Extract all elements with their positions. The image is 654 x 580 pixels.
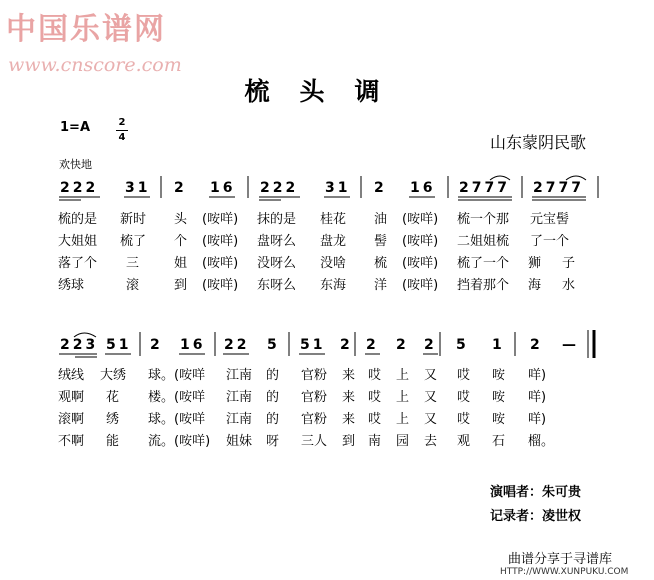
footer-url[interactable]: HTTP://WWW.XUNPUKU.COM bbox=[500, 567, 629, 577]
recorder-credit: 记录者：凌世权 bbox=[490, 509, 582, 524]
lyric-syllable: 桂花 bbox=[320, 212, 347, 227]
lyric-syllable: 大绣 bbox=[100, 368, 127, 383]
time-signature-top: 2 bbox=[118, 117, 126, 128]
lyric-syllable: 抹的是 bbox=[257, 212, 297, 227]
tempo-marking: 欢快地 bbox=[59, 158, 92, 171]
lyric-syllable: 咹 bbox=[492, 390, 506, 405]
lyric-syllable: 的 bbox=[266, 412, 280, 427]
lyric-syllable: 二姐姐梳 bbox=[457, 234, 510, 249]
note-group: 2 bbox=[150, 337, 163, 353]
lyric-syllable: 楼。(咹咩 bbox=[148, 390, 206, 405]
lyric-syllable: 咩) bbox=[528, 390, 547, 405]
lyric-syllable: 东呀么 bbox=[257, 278, 297, 293]
lyric-syllable: 又 bbox=[424, 390, 438, 405]
tie bbox=[74, 333, 96, 337]
lyric-syllable: 姐妹 bbox=[226, 434, 253, 449]
lyric-syllable: 石 bbox=[492, 434, 506, 449]
note-group: 2 bbox=[396, 337, 409, 353]
watermark-url: www.cnscore.com bbox=[8, 54, 182, 76]
lyric-syllable: 流。(咹咩) bbox=[148, 434, 211, 449]
lyric-syllable: 到 bbox=[174, 278, 188, 293]
lyric-syllable: 又 bbox=[424, 412, 438, 427]
song-title: 梳头调 bbox=[244, 77, 410, 106]
lyric-syllable: 来 bbox=[342, 368, 356, 383]
lyric-syllable: 哎 bbox=[457, 412, 471, 427]
note-group: 16 bbox=[180, 337, 206, 353]
song-origin: 山东蒙阴民歌 bbox=[490, 133, 587, 152]
tie bbox=[566, 176, 586, 180]
note-group: 2 bbox=[366, 337, 379, 353]
lyric-syllable: 滚啊 bbox=[58, 412, 85, 427]
lyric-syllable: 江南 bbox=[226, 390, 253, 405]
lyric-syllable: 梳一个那 bbox=[457, 212, 510, 227]
lyric-syllable: 呀 bbox=[266, 434, 280, 449]
note-group: 222 bbox=[60, 180, 99, 196]
lyric-syllable: 哎 bbox=[368, 390, 382, 405]
lyric-syllable: (咹咩) bbox=[202, 278, 239, 293]
note-group: 2 bbox=[174, 180, 187, 196]
lyric-syllable: 绣 bbox=[106, 412, 120, 427]
note-group: — bbox=[562, 337, 579, 353]
lyric-syllable: 洋 bbox=[374, 278, 388, 293]
note-group: 51 bbox=[106, 337, 132, 353]
lyric-syllable: (咹咩) bbox=[402, 212, 439, 227]
lyric-syllable: 到 bbox=[342, 434, 356, 449]
lyric-syllable: 东海 bbox=[320, 278, 347, 293]
lyric-syllable: 来 bbox=[342, 412, 356, 427]
lyric-syllable: 园 bbox=[396, 434, 410, 449]
lyric-syllable: 髻 bbox=[374, 234, 388, 249]
lyric-syllable: 上 bbox=[396, 412, 410, 427]
lyric-syllable: 三 bbox=[126, 256, 140, 271]
lyric-syllable: 梳的是 bbox=[58, 212, 98, 227]
lyric-syllable: 新时 bbox=[120, 212, 147, 227]
lyric-syllable: 头 bbox=[174, 212, 188, 227]
lyric-syllable: 咩) bbox=[528, 368, 547, 383]
lyric-syllable: 绣球 bbox=[58, 278, 85, 293]
lyric-syllable: 官粉 bbox=[301, 390, 328, 405]
note-group: 31 bbox=[325, 180, 351, 196]
lyric-syllable: 又 bbox=[424, 368, 438, 383]
lyric-syllable: 盘呀么 bbox=[257, 234, 297, 249]
lyric-syllable: 球。(咹咩 bbox=[148, 412, 206, 427]
lyric-syllable: 滚 bbox=[126, 278, 140, 293]
time-signature-bottom: 4 bbox=[118, 132, 126, 143]
lyric-syllable: 观啊 bbox=[58, 390, 85, 405]
lyric-syllable: 球。(咹咩 bbox=[148, 368, 206, 383]
lyric-syllable: 哎 bbox=[457, 368, 471, 383]
lyric-syllable: 个 bbox=[174, 234, 188, 249]
lyric-syllable: (咹咩) bbox=[402, 278, 439, 293]
note-group: 2 bbox=[424, 337, 437, 353]
lyric-syllable: 姐 bbox=[174, 256, 188, 271]
lyric-syllable: 南 bbox=[368, 434, 382, 449]
lyric-syllable: 咹 bbox=[492, 412, 506, 427]
note-group: 5 bbox=[456, 337, 469, 353]
lyric-syllable: 能 bbox=[106, 434, 120, 449]
lyric-syllable: 绒线 bbox=[58, 368, 85, 383]
lyric-syllable: 子 bbox=[562, 256, 576, 271]
note-group: 1 bbox=[492, 337, 505, 353]
note-group: 16 bbox=[410, 180, 436, 196]
lyric-syllable: 梳 bbox=[374, 256, 388, 271]
lyric-syllable: (咹咩) bbox=[402, 256, 439, 271]
lyric-syllable: 官粉 bbox=[301, 368, 328, 383]
note-group: 31 bbox=[125, 180, 151, 196]
footer-text: 曲谱分享于寻谱库 bbox=[508, 552, 613, 567]
lyric-syllable: (咹咩) bbox=[202, 256, 239, 271]
lyric-syllable: 的 bbox=[266, 368, 280, 383]
lyric-syllable: (咹咩) bbox=[202, 212, 239, 227]
note-group: 2 bbox=[374, 180, 387, 196]
lyric-syllable: 榴。 bbox=[528, 434, 555, 449]
lyric-syllable: 盘龙 bbox=[320, 234, 347, 249]
note-group: 22 bbox=[224, 337, 250, 353]
note-group: 222 bbox=[260, 180, 299, 196]
lyric-syllable: 海 bbox=[528, 278, 542, 293]
lyric-syllable: 落了个 bbox=[58, 256, 98, 271]
singer-credit: 演唱者：朱可贵 bbox=[490, 485, 582, 500]
lyric-syllable: 没呀么 bbox=[257, 256, 297, 271]
lyric-syllable: 狮 bbox=[528, 256, 542, 271]
lyric-syllable: 去 bbox=[424, 434, 438, 449]
lyric-syllable: 上 bbox=[396, 390, 410, 405]
lyric-syllable: 上 bbox=[396, 368, 410, 383]
lyric-syllable: 哎 bbox=[457, 390, 471, 405]
lyric-syllable: 油 bbox=[374, 212, 388, 227]
note-group: 223 bbox=[60, 337, 99, 353]
note-group: 51 bbox=[300, 337, 326, 353]
lyric-syllable: 花 bbox=[106, 390, 120, 405]
lyric-syllable: 梳了 bbox=[120, 234, 147, 249]
lyric-syllable: (咹咩) bbox=[402, 234, 439, 249]
note-group: 5 bbox=[267, 337, 280, 353]
note-group: 2 bbox=[530, 337, 543, 353]
lyric-syllable: 江南 bbox=[226, 412, 253, 427]
note-group: 2 bbox=[340, 337, 353, 353]
lyric-syllable: 哎 bbox=[368, 412, 382, 427]
lyric-syllable: 梳了一个 bbox=[457, 256, 510, 271]
lyric-syllable: 哎 bbox=[368, 368, 382, 383]
lyric-syllable: 官粉 bbox=[301, 412, 328, 427]
lyric-syllable: 挡着那个 bbox=[457, 278, 510, 293]
lyric-syllable: (咹咩) bbox=[202, 234, 239, 249]
note-group: 2777 bbox=[459, 180, 510, 196]
lyric-syllable: 不啊 bbox=[58, 434, 85, 449]
key-signature: 1=A bbox=[60, 120, 90, 135]
tie bbox=[490, 176, 510, 180]
lyric-syllable: 观 bbox=[457, 434, 471, 449]
note-group: 2777 bbox=[533, 180, 584, 196]
lyric-syllable: 水 bbox=[562, 278, 576, 293]
watermark-logo: 中国乐谱网 bbox=[6, 12, 166, 47]
lyric-syllable: 咹 bbox=[492, 368, 506, 383]
lyric-syllable: 没啥 bbox=[320, 256, 347, 271]
lyric-syllable: 来 bbox=[342, 390, 356, 405]
lyric-syllable: 大姐姐 bbox=[58, 234, 98, 249]
lyric-syllable: 咩) bbox=[528, 412, 547, 427]
lyric-syllable: 三人 bbox=[301, 434, 328, 449]
lyric-syllable: 了一个 bbox=[530, 234, 570, 249]
lyric-syllable: 的 bbox=[266, 390, 280, 405]
note-group: 16 bbox=[210, 180, 236, 196]
lyric-syllable: 元宝髻 bbox=[530, 212, 570, 227]
lyric-syllable: 江南 bbox=[226, 368, 253, 383]
